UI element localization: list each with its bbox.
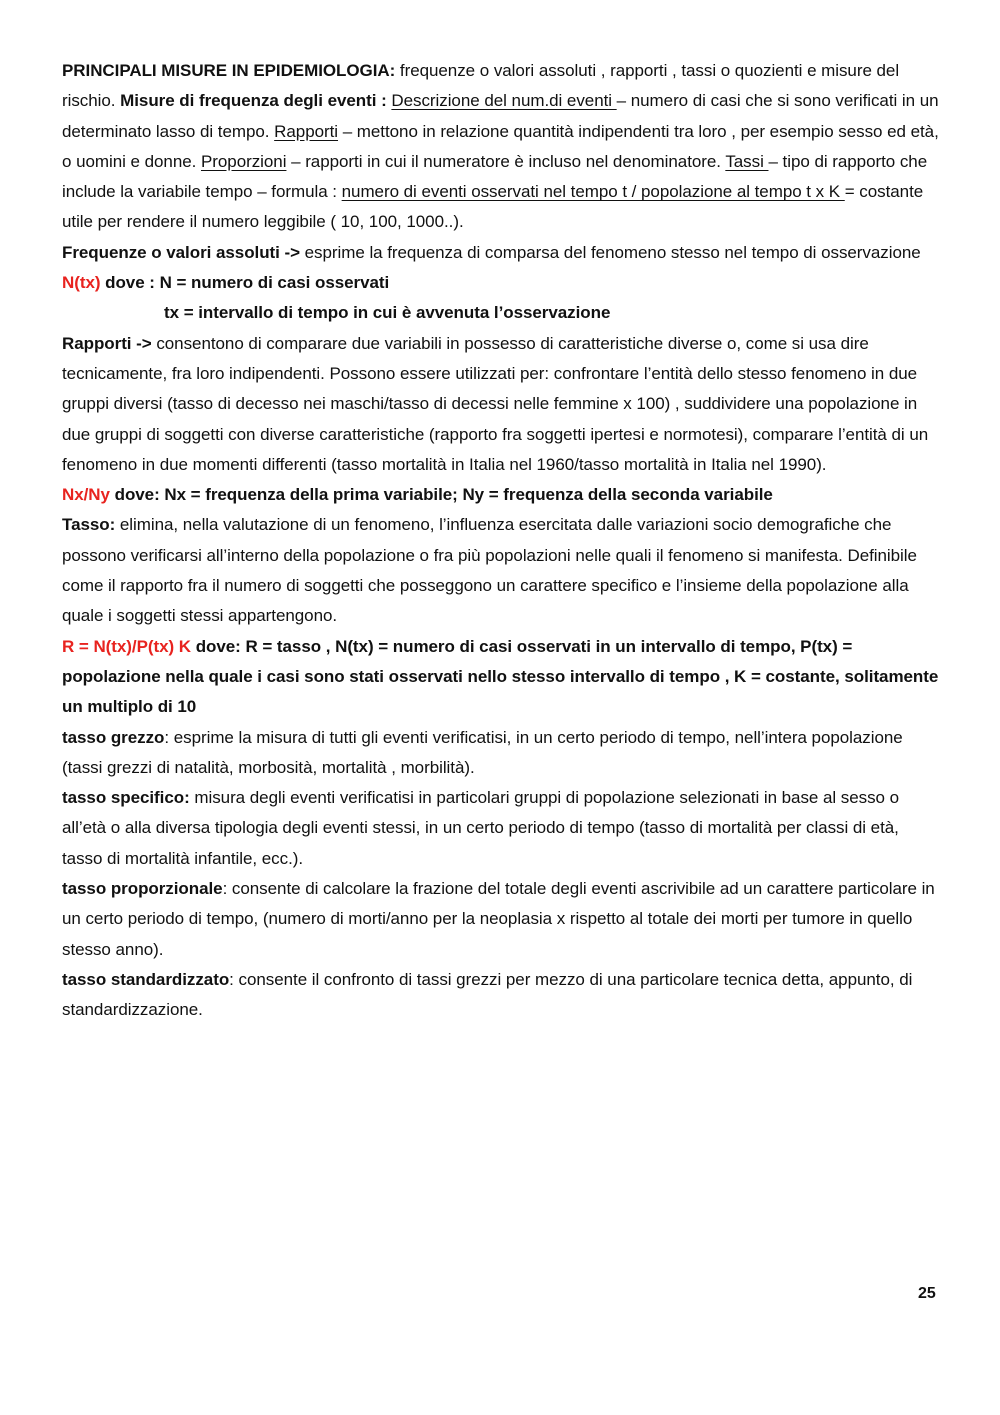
paragraph-absolute-frequencies xyxy=(62,238,942,268)
formula-nx-ny-symbol: Nx/Ny xyxy=(62,485,110,505)
definition-crude-rate: : esprime la misura di tutti gli eventi verificatisi, in un certo periodo di tempo, nell’intera popolazione (tassi grezzi di natalità, morbosità, mortalità , morbilità). xyxy=(62,727,903,777)
definition-rate: elimina, nella valutazione di un fenomeno, l’influenza esercitata dalle variazioni socio demografiche che possono verificarsi all’interno della popolazione o fra più popolazioni nelle quali il fenomeno si manifesta. Definibile come il rapporto fra il numero di soggetti che posseggono un carattere specifico e l’insieme della popolazione alla quale i soggetti stessi appartengono. xyxy=(62,515,917,626)
formula-ntx-n-definition: dove : N = numero di casi osservati xyxy=(100,273,390,293)
formula-rate-definition: dove: R = tasso , N(tx) = numero di casi osservati in un intervallo di tempo, P(tx) = popolazione nella quale i casi sono stati osservati nello stesso intervallo di tempo , K = costante, solitamente un multiplo di 10 xyxy=(62,636,939,717)
term-proportions: Proporzioni xyxy=(200,151,287,171)
rate-formula: numero di eventi osservati nel tempo t / popolazione al tempo t x K xyxy=(341,182,845,202)
definition-ratios-text: consentono di comparare due variabili in possesso di caratteristiche diverse o, come si usa dire tecnicamente, fra loro indipendenti. Possono essere utilizzati per: confrontare l’entità dello stesso fenomeno in due gruppi diversi (tasso di decesso nei maschi/tasso di decessi nelle femmine x 100) , suddividere una popolazione in due gruppi di soggetti con diverse caratteristiche (rapporto fra soggetti ipertesi e normotesi), comparare l’entità di un fenomeno in due momenti differenti (tasso mortalità in Italia nel 1960/tasso mortalità in Italia nel 1990). xyxy=(62,333,929,474)
paragraph-crude-rate xyxy=(62,723,942,784)
paragraph-specific-rate xyxy=(62,783,942,874)
definition-absolute-frequencies: esprime la frequenza di comparsa del fenomeno stesso nel tempo di osservazione xyxy=(299,242,921,262)
term-ratios: Rapporti xyxy=(274,121,339,141)
document-body xyxy=(62,56,942,1026)
term-crude-rate: tasso grezzo xyxy=(62,727,165,747)
definition-ratios: – mettono in relazione quantità indipendenti tra loro , per esempio sesso ed età, o uomini e donne. xyxy=(62,121,939,171)
definition-event-count: – numero di casi che si sono verificati in un determinato lasso di tempo. xyxy=(62,91,939,141)
definition-specific-rate: misura degli eventi verificatisi in particolari gruppi di popolazione selezionati in base al sesso o all’età o alla diversa tipologia degli eventi stessi, in un certo periodo di tempo (tasso di mortalità per classi di età, tasso di mortalità infantile, ecc.). xyxy=(62,788,900,868)
formula-rate-symbol: R = N(tx)/P(tx) K xyxy=(62,636,192,656)
definition-proportional-rate: : consente di calcolare la frazione del totale degli eventi ascrivibile ad un carattere particolare in un certo periodo di tempo, (numero di morti/anno per la neoplasia x rispetto al totale dei morti per tumore in quello stesso anno). xyxy=(62,879,935,959)
definition-proportions: – rapporti in cui il numeratore è incluso nel denominatore. xyxy=(286,151,726,171)
formula-ntx xyxy=(62,268,942,298)
term-proportional-rate: tasso proporzionale xyxy=(62,879,223,899)
formula-nx-ny xyxy=(62,480,942,510)
subheading-frequency-measures: Misure di frequenza degli eventi : xyxy=(120,91,387,111)
term-rates: Tassi xyxy=(725,151,769,171)
paragraph-ratios xyxy=(62,329,942,480)
intro-text: frequenze o valori assoluti , rapporti , tassi o quozienti e misure del rischio. xyxy=(62,61,900,111)
term-rate: Tasso: xyxy=(62,515,116,535)
term-absolute-frequencies: Frequenze o valori assoluti -> xyxy=(62,242,300,262)
definition-standardized-rate: : consente il confronto di tassi grezzi per mezzo di una particolare tecnica detta, appunto, di standardizzazione. xyxy=(62,969,913,1020)
term-specific-rate: tasso specifico: xyxy=(62,788,190,808)
formula-rate xyxy=(62,632,942,723)
paragraph-intro xyxy=(62,56,942,238)
paragraph-proportional-rate xyxy=(62,874,942,965)
formula-ntx-tx xyxy=(62,298,942,328)
section-heading: PRINCIPALI MISURE IN EPIDEMIOLOGIA: xyxy=(62,61,396,80)
term-event-count: Descrizione del num.di eventi xyxy=(391,91,617,111)
formula-ntx-symbol: N(tx) xyxy=(62,273,101,293)
paragraph-standardized-rate xyxy=(62,965,942,1026)
rate-formula-note: = costante utile per rendere il numero leggibile ( 10, 100, 1000..). xyxy=(62,182,924,232)
term-ratios-heading: Rapporti -> xyxy=(62,333,152,353)
formula-ntx-tx-definition: tx = intervallo di tempo in cui è avvenuta l’osservazione xyxy=(164,303,611,323)
definition-rates: – tipo di rapporto che include la variabile tempo – formula : xyxy=(62,151,928,202)
paragraph-rate xyxy=(62,510,942,631)
formula-nx-ny-definition: dove: Nx = frequenza della prima variabile; Ny = frequenza della seconda variabile xyxy=(109,485,773,505)
term-standardized-rate: tasso standardizzato xyxy=(62,969,230,989)
page-number: 25 xyxy=(918,1285,936,1302)
